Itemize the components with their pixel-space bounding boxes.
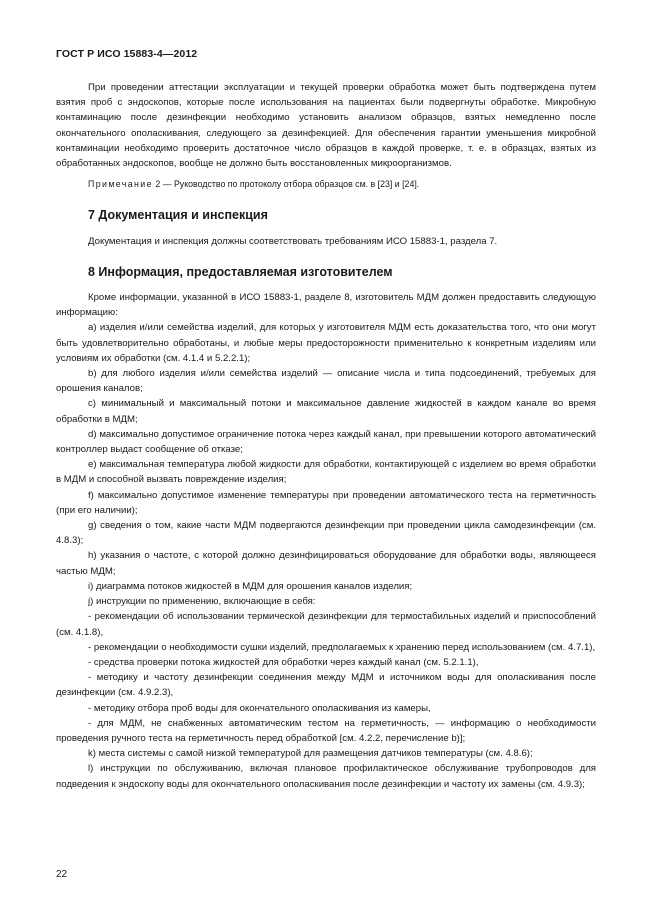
section-8-title: 8 Информация, предоставляемая изготовителем bbox=[88, 264, 393, 279]
section-8-list bbox=[56, 320, 596, 791]
list-subitem: - рекомендации о необходимости сушки изделий, предполагаемых к хранению перед использованием (см. 4.7.1), bbox=[88, 641, 596, 653]
list-item: f) максимально допустимое изменение температуры при проведении автоматического теста на герметичность (при его наличии); bbox=[56, 489, 596, 516]
list-subitem: - средства проверки потока жидкостей для обработки через каждый канал (см. 5.2.1.1), bbox=[88, 656, 479, 668]
list-item: a) изделия и/или семейства изделий, для которых у изготовителя МДМ есть доказательства того, что они могут быть удовлетворительно обработаны, и любые меры предосторожности применительно к конкретным изделиям или условиям их обработки (см. 4.1.4 и 5.2.2.1); bbox=[56, 322, 596, 364]
section-8-intro: Кроме информации, указанной в ИСО 15883-1, разделе 8, изготовитель МДМ должен предоставить следующую информацию: bbox=[56, 292, 596, 319]
list-item: b) для любого изделия и/или семейства изделий — описание числа и типа подсоединений, требуемых для орошения каналов; bbox=[56, 368, 596, 395]
intro-paragraph: При проведении аттестации эксплуатации и текущей проверки обработка может быть подтверждена путем взятия проб с эндоскопов, которые после использования на пациентах были подвергнуты обработке. Микробную контаминацию после дезинфекции необходимо установить анализом образцов, взятых немедленно после окончательного ополаскивания, следующего за дезинфекцией. Для обеспечения гарантии уменьшения микробной контаминации необходимо проверить достаточное число образцов в каждой проверке, т. е. в образцах, взятых из обработанных эндоскопов, вообще не должно быть восстановленных микроорганизмов. bbox=[56, 82, 596, 170]
document-body bbox=[56, 80, 596, 792]
list-item: i) диаграмма потоков жидкостей в МДМ для орошения каналов изделия; bbox=[88, 580, 413, 592]
list-subitem: - рекомендации об использовании термической дезинфекции для термостабильных изделий и приспособлений (см. 4.1.8), bbox=[56, 611, 596, 638]
section-7-text: Документация и инспекция должны соответствовать требованиям ИСО 15883-1, раздела 7. bbox=[88, 235, 498, 247]
note-label: Примечание bbox=[88, 179, 153, 190]
list-item: c) минимальный и максимальный потоки и максимальное давление жидкостей в каждом канале во время обработки в МДМ; bbox=[56, 398, 596, 425]
list-item: e) максимальная температура любой жидкости для обработки, контактирующей с изделием во время обработки в МДМ и способной вызвать повреждение изделия; bbox=[56, 459, 596, 486]
note-2 bbox=[56, 177, 596, 192]
document-header: ГОСТ Р ИСО 15883-4—2012 bbox=[56, 48, 198, 60]
list-item: g) сведения о том, какие части МДМ подвергаются дезинфекции при проведении цикла самодезинфекции (см. 4.8.3); bbox=[56, 520, 596, 547]
list-item: d) максимально допустимое ограничение потока через каждый канал, при превышении которого автоматический контроллер выдаст сообщение об отказе; bbox=[56, 428, 596, 456]
list-item: k) места системы с самой низкой температурой для размещения датчиков температуры (см. 4.8.6); bbox=[88, 748, 533, 760]
page-number: 22 bbox=[56, 869, 68, 880]
list-subitem: - методику отбора проб воды для окончательного ополаскивания из камеры, bbox=[88, 702, 431, 714]
list-subitem: - для МДМ, не снабженных автоматическим тестом на герметичность, — информацию о необходимости проведения ручного теста на герметичность перед обработкой [см. 4.2.2, перечисление b)]; bbox=[56, 717, 596, 744]
list-item: j) инструкции по применению, включающие в себя: bbox=[88, 596, 316, 608]
list-item: l) инструкции по обслуживанию, включая плановое профилактическое обслуживание трубопроводов для подведения к эндоскопу воды для окончательного ополаскивания после дезинфекции и частоту их замены (см. 4.9.3); bbox=[56, 763, 596, 790]
list-subitem: - методику и частоту дезинфекции соединения между МДМ и источником воды для ополаскивания после дезинфекции (см. 4.9.2.3), bbox=[56, 672, 596, 699]
note-text: 2 — Руководство по протоколу отбора образцов см. в [23] и [24]. bbox=[152, 179, 420, 190]
list-item: h) указания о частоте, с которой должно дезинфицироваться оборудование для обработки воды, являющееся частью МДМ; bbox=[56, 550, 596, 577]
section-7-title: 7 Документация и инспекция bbox=[88, 208, 268, 223]
